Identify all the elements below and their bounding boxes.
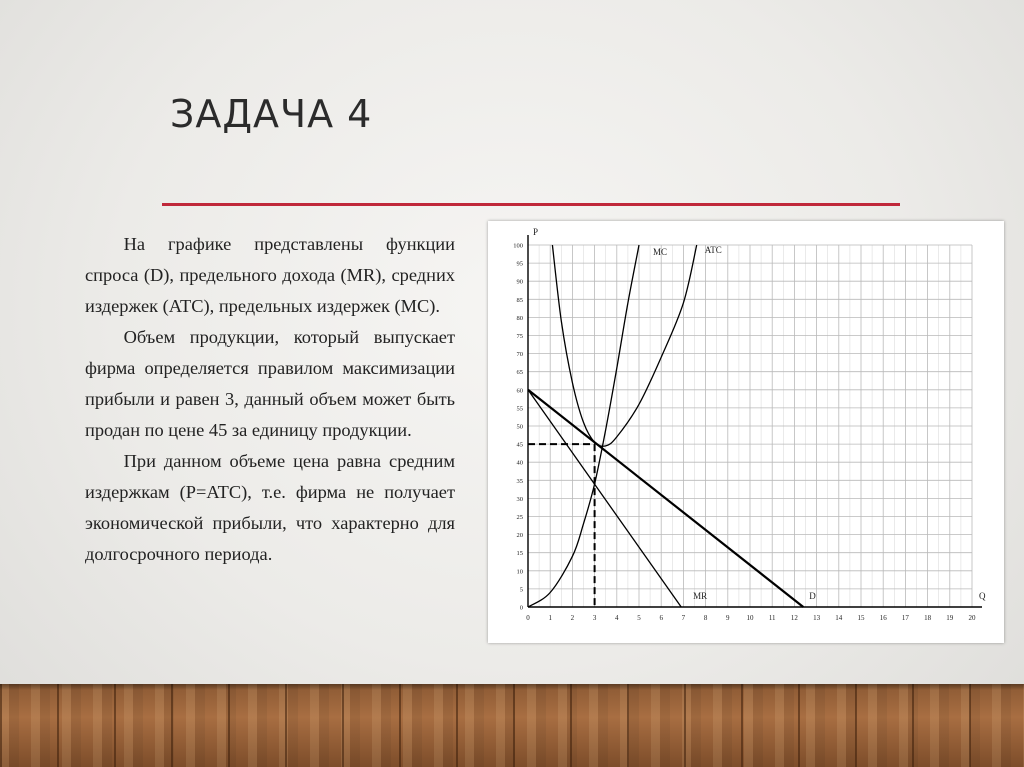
x-tick-label: 10 [746,614,754,622]
y-tick-label: 40 [516,459,523,467]
series-mr-label: MR [693,591,708,601]
x-tick-label: 13 [813,614,821,622]
x-tick-label: 12 [790,614,798,622]
economics-chart [488,221,1004,643]
x-tick-label: 18 [924,614,932,622]
title-divider [162,203,900,206]
wooden-floor [0,684,1024,767]
slide-title: ЗАДАЧА 4 [170,92,373,136]
y-tick-label: 20 [516,532,523,540]
x-tick-label: 2 [570,614,575,622]
y-tick-label: 15 [516,550,523,558]
x-tick-label: 5 [637,614,641,622]
x-tick-label: 14 [835,614,843,622]
x-tick-label: 15 [857,614,865,622]
x-tick-label: 9 [726,614,730,622]
y-tick-label: 55 [516,405,523,413]
y-tick-label: 5 [519,586,523,594]
x-tick-label: 17 [901,614,909,622]
slide-body-text [85,229,455,570]
y-axis-label: P [533,227,539,237]
x-tick-label: 7 [681,614,686,622]
series-atc-label: ATC [704,245,722,255]
series-d-label: D [809,591,816,601]
x-axis-label: Q [979,591,986,601]
y-tick-label: 95 [516,260,523,268]
x-tick-label: 0 [526,614,530,622]
chart-frame [488,221,1004,643]
paragraph-functions: На графике представлены функции спроса (D), предельного дохода (MR), средних издержек (ATC), предельных издержек (MC). [85,234,455,316]
y-tick-label: 50 [516,423,523,431]
series-mc-label: MC [653,247,668,257]
y-tick-label: 85 [516,296,523,304]
x-tick-label: 11 [768,614,776,622]
x-tick-label: 3 [592,614,597,622]
x-tick-label: 19 [946,614,954,622]
y-tick-label: 60 [516,387,523,395]
x-tick-label: 4 [615,614,619,622]
x-tick-label: 16 [879,614,887,622]
y-tick-label: 75 [516,333,523,340]
y-tick-label: 80 [516,314,523,322]
y-tick-label: 65 [516,369,523,377]
y-tick-label: 90 [516,278,523,286]
series-atc-line [552,245,696,446]
y-tick-label: 25 [516,514,523,521]
y-tick-label: 35 [516,477,523,485]
x-tick-label: 1 [548,614,552,622]
paragraph-conclusion: При данном объеме цена равна средним издержкам (P=ATC), т.е. фирма не получает экономической прибыли, что характерно для долгосрочного периода. [85,451,455,564]
y-tick-label: 70 [516,351,523,359]
y-tick-label: 0 [519,604,523,612]
y-tick-label: 45 [516,441,523,449]
paragraph-output: Объем продукции, который выпускает фирма определяется правилом максимизации прибыли и равен 3, данный объем может быть продан по цене 45 за единицу продукции. [85,327,455,440]
y-tick-label: 100 [513,242,523,250]
y-tick-label: 30 [516,495,523,503]
x-tick-label: 8 [703,614,708,622]
x-tick-label: 20 [968,614,976,622]
x-tick-label: 6 [659,614,663,622]
y-tick-label: 10 [516,568,523,576]
